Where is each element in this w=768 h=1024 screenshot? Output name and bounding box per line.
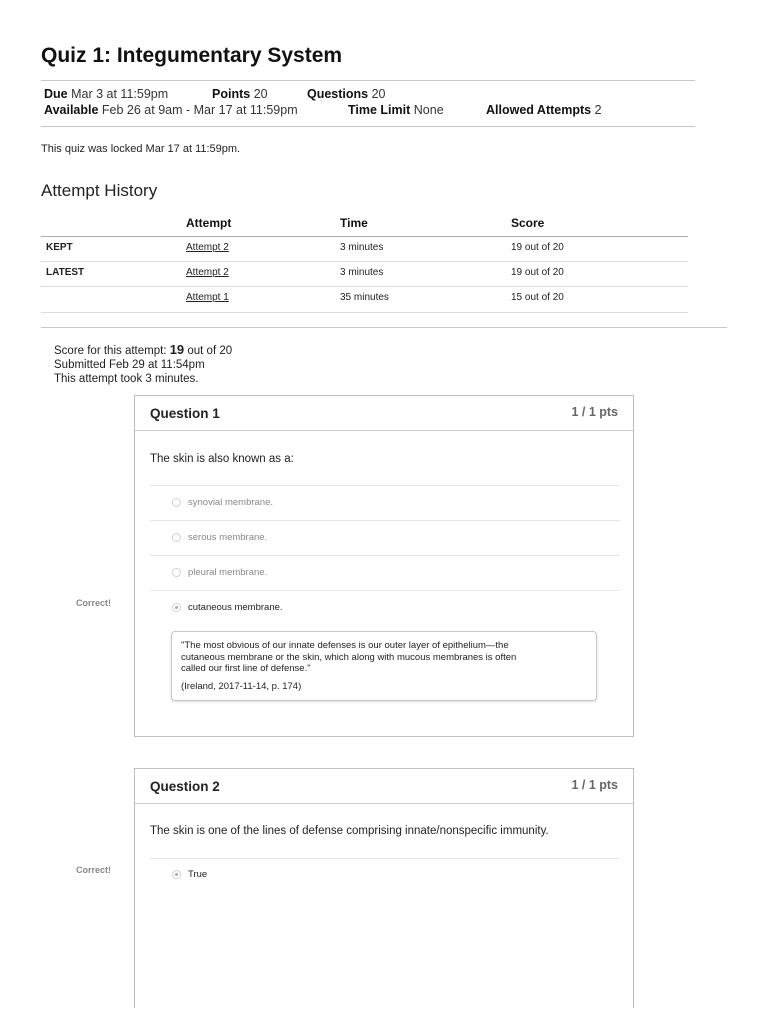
answer-label: cutaneous membrane.: [188, 602, 283, 613]
score-prefix: Score for this attempt:: [54, 345, 167, 357]
answer-label: pleural membrane.: [188, 567, 268, 578]
comment-line: called our first line of defense.": [181, 663, 311, 674]
attempts-label: Allowed Attempts: [486, 103, 592, 117]
question-points: 1 / 1 pts: [571, 405, 618, 419]
question-header: [135, 769, 633, 804]
available-label: Available: [44, 103, 99, 117]
attempt-link[interactable]: Attempt 2: [186, 242, 229, 253]
attempts-info: [486, 103, 602, 117]
question-title: Question 1: [150, 406, 220, 421]
attempt-link[interactable]: Attempt 1: [186, 292, 229, 303]
attempt-score: 19 out of 20: [511, 242, 564, 253]
attempt-time: 3 minutes: [340, 242, 384, 253]
page-title: Quiz 1: Integumentary System: [41, 44, 343, 67]
answer-divider: [150, 590, 620, 591]
answer-option-selected[interactable]: [172, 602, 283, 613]
answer-label: serous membrane.: [188, 532, 268, 543]
question-title: Question 2: [150, 779, 220, 794]
attempt-summary: [54, 343, 232, 386]
time-limit-value: None: [413, 103, 444, 117]
answer-divider: [150, 520, 620, 521]
column-header-score: Score: [511, 216, 545, 230]
due-label: Due: [44, 87, 68, 101]
attempt-time: 3 minutes: [340, 267, 384, 278]
time-limit-info: [348, 103, 444, 117]
comment-citation: (Ireland, 2017-11-14, p. 174): [181, 680, 302, 692]
answer-label: True: [188, 869, 208, 880]
attempt-time: 35 minutes: [340, 292, 389, 303]
column-header-time: Time: [340, 216, 368, 230]
answer-comment: [171, 631, 597, 701]
question-header: [135, 396, 633, 431]
answer-option-selected[interactable]: [172, 869, 207, 880]
answer-option[interactable]: [172, 532, 267, 543]
attempt-duration: This attempt took 3 minutes.: [54, 373, 199, 385]
score-value: 19: [169, 342, 185, 357]
correct-label: Correct!: [76, 598, 112, 608]
comment-line: cutaneous membrane or the skin, which along with mucous membranes is often: [181, 651, 517, 663]
radio-button-checked-icon[interactable]: [172, 870, 181, 879]
divider: [41, 126, 695, 127]
submitted-time: Submitted Feb 29 at 11:54pm: [54, 359, 205, 371]
section-divider: [41, 327, 727, 328]
score-suffix: out of 20: [187, 345, 233, 357]
row-divider: [41, 286, 688, 287]
due-value: Mar 3 at 11:59pm: [71, 87, 169, 101]
available-value: Feb 26 at 9am - Mar 17 at 11:59pm: [101, 103, 298, 117]
answer-option[interactable]: [172, 567, 267, 578]
radio-button-icon[interactable]: [172, 568, 181, 577]
comment-line: "The most obvious of our innate defenses is our outer layer of epithelium—the: [181, 640, 509, 651]
column-header-attempt: Attempt: [186, 216, 232, 230]
question-text: The skin is also known as a:: [150, 453, 294, 465]
points-info: [212, 87, 268, 101]
attempts-value: 2: [594, 103, 602, 117]
question-card: [134, 395, 634, 737]
questions-value: 20: [371, 87, 386, 101]
table-header-divider: [41, 236, 688, 237]
attempt-history-heading: Attempt History: [41, 181, 158, 200]
locked-notice: This quiz was locked Mar 17 at 11:59pm.: [41, 143, 241, 155]
question-card: [134, 768, 634, 1008]
points-label: Points: [212, 87, 251, 101]
radio-button-icon[interactable]: [172, 533, 181, 542]
row-label: KEPT: [46, 242, 73, 253]
attempt-score: 15 out of 20: [511, 292, 564, 303]
radio-button-checked-icon[interactable]: [172, 603, 181, 612]
available-info: [44, 103, 298, 117]
divider: [41, 80, 695, 81]
answer-divider: [150, 858, 620, 859]
row-divider: [41, 312, 688, 313]
correct-label: Correct!: [76, 865, 112, 875]
due-info: [44, 87, 168, 101]
attempt-link[interactable]: Attempt 2: [186, 267, 229, 278]
row-divider: [41, 261, 688, 262]
time-limit-label: Time Limit: [348, 103, 411, 117]
question-points: 1 / 1 pts: [571, 778, 618, 792]
radio-button-icon[interactable]: [172, 498, 181, 507]
attempt-score: 19 out of 20: [511, 267, 564, 278]
row-label: LATEST: [46, 267, 85, 278]
attempt-score-line: [54, 343, 232, 358]
questions-info: [307, 87, 386, 101]
questions-label: Questions: [307, 87, 369, 101]
points-value: 20: [253, 87, 268, 101]
answer-divider: [150, 555, 620, 556]
question-text: The skin is one of the lines of defense comprising innate/nonspecific immunity.: [150, 825, 549, 837]
answer-divider: [150, 485, 620, 486]
answer-option[interactable]: [172, 497, 273, 508]
answer-label: synovial membrane.: [188, 497, 274, 508]
